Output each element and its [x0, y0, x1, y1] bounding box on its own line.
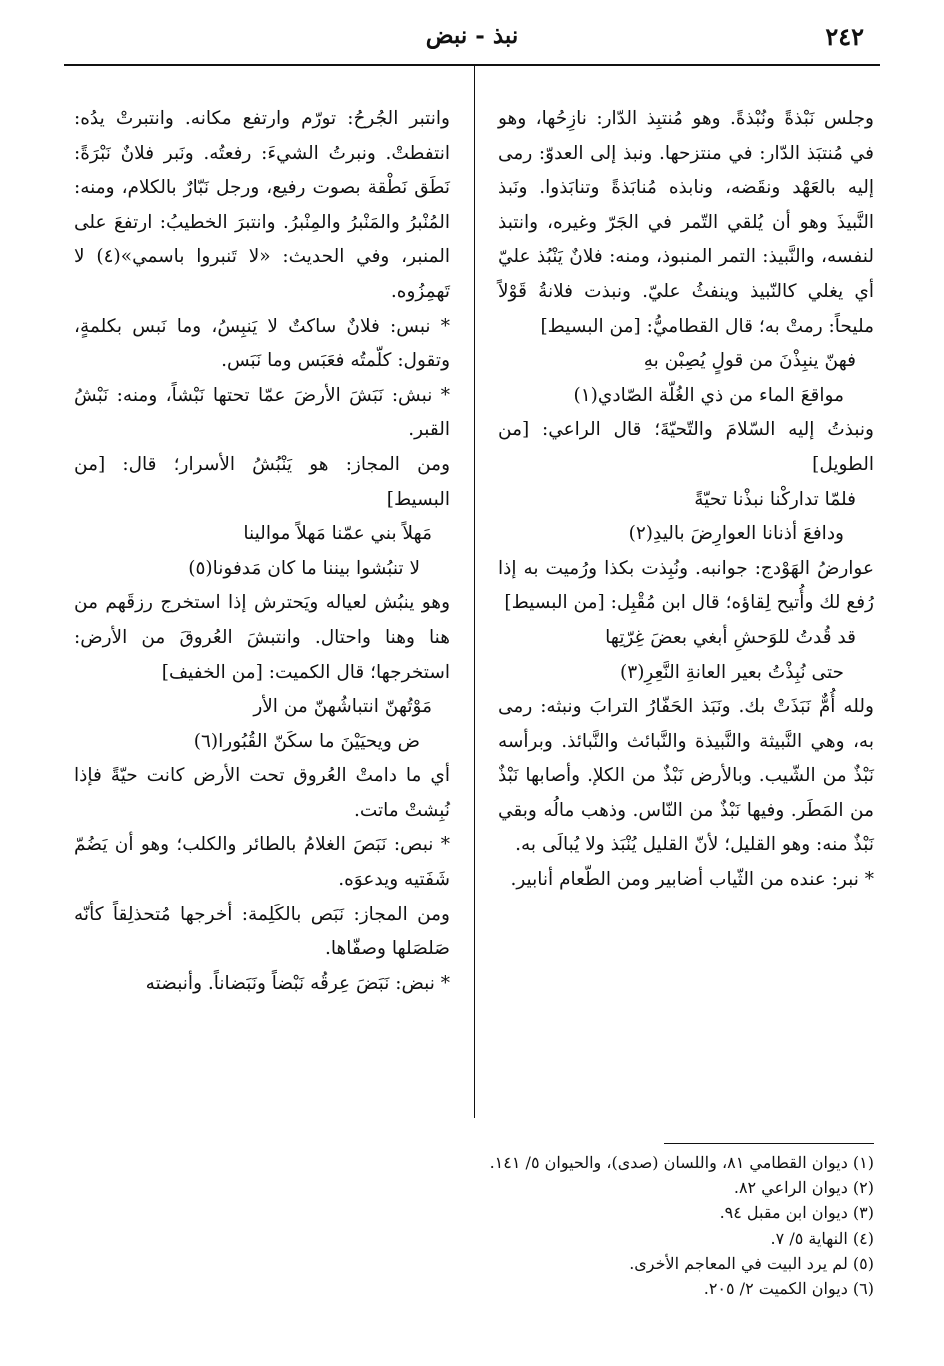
verse-line: فهنّ ينبِذْنَ من قولٍ يُصِبْن بهِ — [643, 350, 856, 372]
verse-line: مَهلاً بني عمّنا مَهلاً موالينا — [243, 523, 432, 545]
column-divider — [474, 66, 475, 1118]
footnote: (٦) ديوان الكميت ٢/ ٢٠٥. — [703, 1279, 874, 1299]
verse — [498, 483, 874, 552]
entry-paragraph: ومن المجاز: نَبَص بالكَلِمة: أخرجها مُتحذلِقاً كأنّه صَلصَلها وصفّاها. — [74, 903, 450, 960]
verse-line: ض ويحيَيْنَ ما سكَنّ القُبُورا(٦) — [193, 730, 420, 752]
footnote: (٢) ديوان الراعي ٨٢. — [733, 1178, 874, 1198]
running-title: نبذ - نبض — [425, 22, 519, 49]
header-rule — [64, 64, 880, 66]
verse-line: ودافعَ أذنانا العوارِضَ باليدِ(٢) — [628, 523, 844, 545]
verse — [74, 690, 450, 759]
verse-line: مَوْتُهنّ انتباشُهنّ من الأر — [253, 696, 432, 718]
verse — [498, 621, 874, 690]
entry-heading-nbs: * نبس: فلانٌ ساكتٌ لا يَنبِسُ، وما نَبس بكلمةٍ، وتقول: كلّمتُه فعَبَس وما نَبَس. — [74, 315, 450, 372]
entry-heading-nbsh: * نبش: نَبَشَ الأرضَ عمّا تحتها نَبْشاً، ومنه: نَبْشُ القبر. — [74, 384, 450, 441]
verse-line: حتى نُبِذْتُ بعير العانةِ النَّعِرِ(٣) — [620, 661, 844, 683]
left-column — [74, 102, 450, 1001]
entry-paragraph: ومن المجاز: هو يَنْبُشُ الأسرار؛ قال: [من البسيط] — [74, 453, 450, 510]
verse-line: مواقعَ الماء من ذي الغُلّة الصّادي(١) — [573, 384, 844, 406]
footnote-rule — [664, 1143, 874, 1144]
verse-line: فلمّا تداركْنا نبذْنا تحيّةً — [694, 488, 856, 510]
verse — [74, 517, 450, 586]
footnote: (٤) النهاية ٥/ ٧. — [770, 1228, 874, 1248]
page-header — [70, 18, 874, 58]
page-number: ٢٤٢ — [825, 22, 864, 51]
verse-line: لا تنبُشوا بيننا ما كان مَدفونا(٥) — [188, 557, 420, 579]
entry-paragraph: عوارضُ الهَوْدج: جوانبه. ونُبِذت بكذا ورُميت به إذا رُفع لك وأُتيح لِقاؤه؛ قال ابن مُقْبِل: [من البسيط] — [498, 557, 874, 614]
verse — [498, 344, 874, 413]
entry-paragraph: ولله أُمٌّ نَبَذَتْ بك. ونَبَذ الحَفّارُ الترابَ ونبثه: رمى به، وهي النَّبيثة والنَّبيذة والنَّبائث والنَّبائذ. وبرأسه نَبْذٌ من الشّيب. وبالأرض نَبْذٌ من الكلإ. وأصابها نَبْذٌ من المَطَر. وفيها نَبْذٌ من النّاس. وذهب مالُه وبقي نَبْذٌ منه: وهو القليل؛ لأنّ القليل يُنْبَذ ولا يُبالَى به. — [498, 696, 874, 856]
footnote: (٣) ديوان ابن مقبل ٩٤. — [719, 1203, 874, 1223]
entry-paragraph: وهو ينبُش لعياله ويَحترش إذا استخرج رزقَهم من هنا وهنا واحتال. وانتبشَ العُروقَ من الأرض: استخرجها؛ قال الكميت: [من الخفيف] — [74, 592, 450, 683]
entry-paragraph: ونبذتُ إليه السّلامَ والتّحيّةَ؛ قال الراعي: [من الطويل] — [498, 419, 874, 475]
entry-heading-nbr: * نبر: عنده من الثّياب أضابير ومن الطّعام أنابير. — [510, 869, 874, 891]
footnote: (٥) لم يرد البيت في المعاجم الأخرى. — [629, 1253, 874, 1273]
footnote: (١) ديوان القطامي ٨١، واللسان (صدى)، والحيوان ٥/ ١٤١. — [489, 1153, 874, 1172]
right-column — [498, 102, 874, 898]
footnotes — [70, 1150, 874, 1301]
entry-heading-nbd: * نبض: نَبَضَ عِرقُه نَبْضاً ونَبَضاناً. وأنبضته — [145, 972, 450, 994]
entry-heading-nbs-sad: * نبص: نَبَصَ الغلامُ بالطائر والكلب؛ وهو أن يَضُمّ شَفَتيه ويدعوَه. — [74, 834, 450, 891]
entry-paragraph: وانتبر الجُرحُ: تورّم وارتفع مكانه. وانتبرتْ يدُه: انتفطتْ. ونبرتُ الشيءَ: رفعتُه. ونَبر فلانٌ نَبْرَةً: نَطَق نَطْقة بصوت رفيع، ورجل نَبّارٌ بالكلام، ومنه: المُنْبرُ والمَنْبرُ والمِنْبرُ. وانتبرَ الخطيبُ: ارتفعَ على المنبر، وفي الحديث: «لا تَنبروا باسمي»(٤) لا تَهمِزُوه. — [74, 108, 451, 302]
entry-paragraph: أي ما دامتْ العُروق تحت الأرض كانت حيّةً فإذا نُبِشتْ ماتت. — [74, 765, 450, 821]
verse-line: قد قُدتُ للوَحشِ أبغي بعضَ غِرّتِها — [605, 626, 856, 648]
entry-paragraph: وجلس نَبْذةً ونُبْذةً. وهو مُنتبِذ الدّار: نازِحُها، وهو في مُنتبَذ الدّار: في منتزحها. ونبذ إلى العدوّ: رمى إليه بالعَهْد ونقَضه، ونابذه مُنابَذةً وتنابَذوا. ونَبذ النَّبيذَ وهو أن يُلقي التّمر في الجَرّ وغيره، وانتبذ لنفسه، والنَّبيذ: التمر المنبوذ، ومنه: فلانٌ يَنْبُذ عليّ أي يغلي كالنّبيذ وينفثُ عليّ. ونبذت فلانةُ قَوْلاً مليحاً: رمتْ به؛ قال القطاميُّ: [من البسيط] — [498, 108, 874, 337]
